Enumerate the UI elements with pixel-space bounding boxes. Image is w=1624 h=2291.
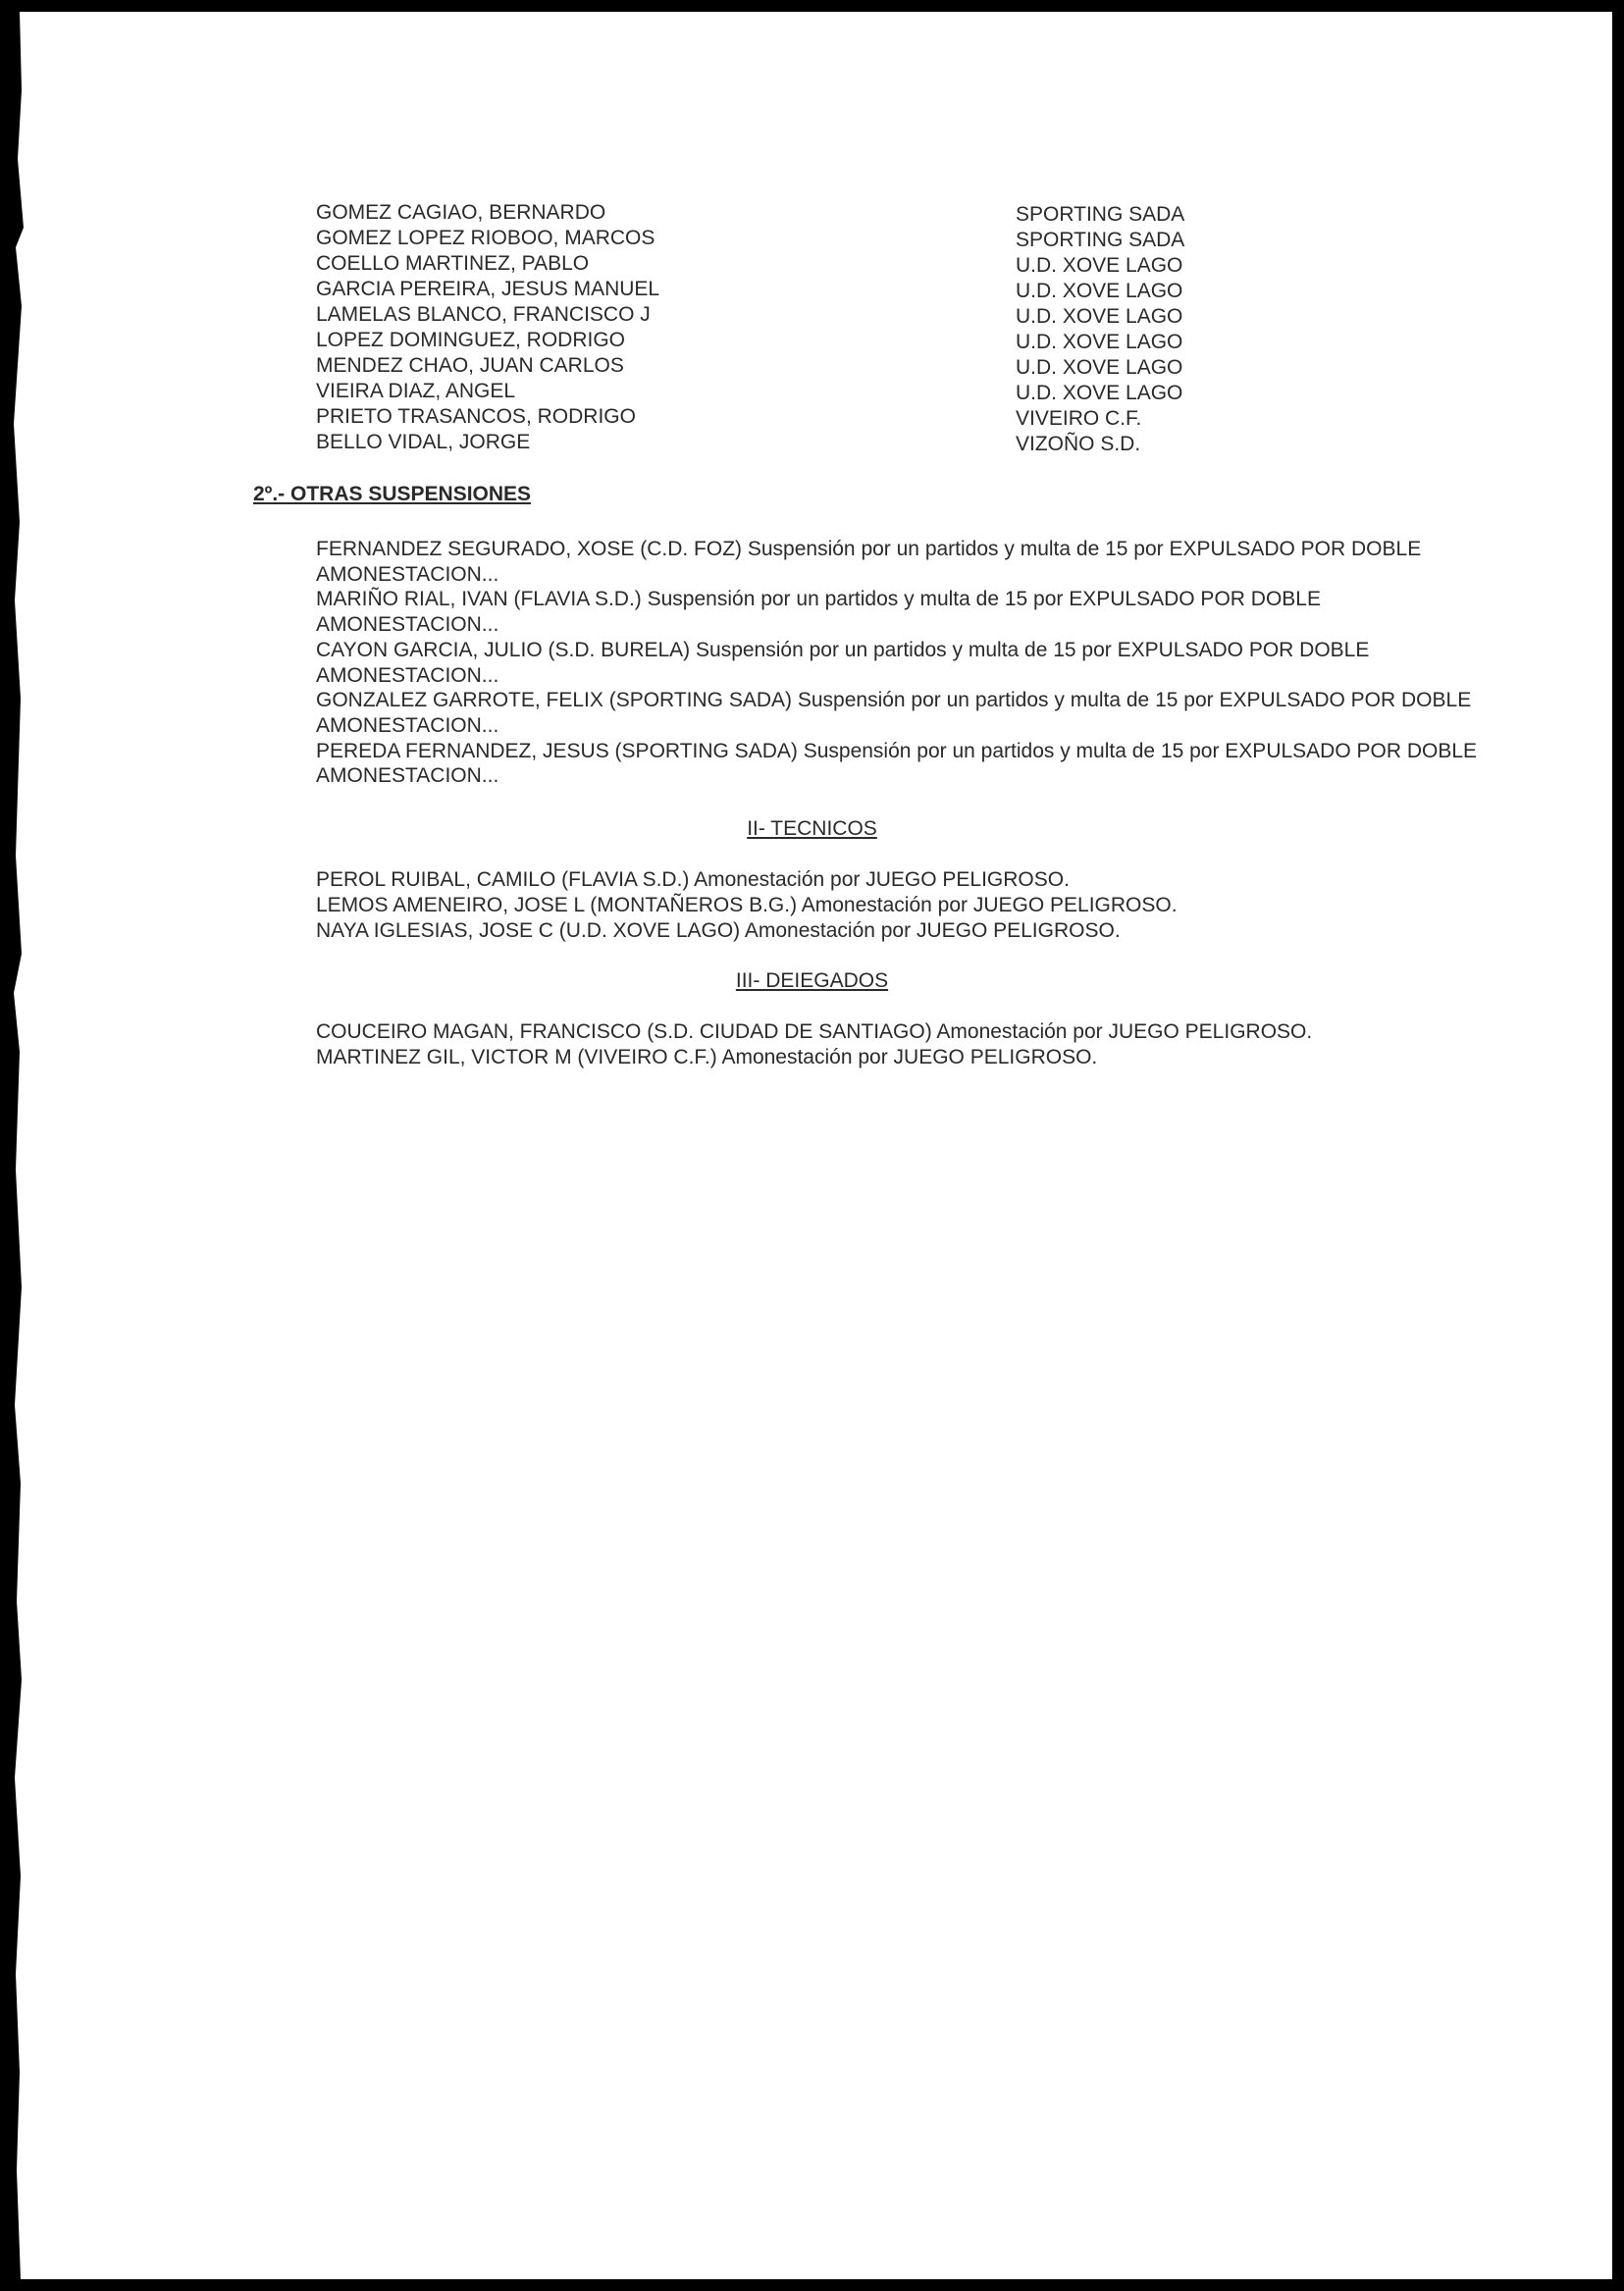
suspension-item: MARIÑO RIAL, IVAN (FLAVIA S.D.) Suspensión por un partidos y multa de 15 por EXPULSADO POR DOBLE AMONESTACION... bbox=[316, 588, 1321, 637]
suspension-item: PEREDA FERNANDEZ, JESUS (SPORTING SADA) Suspensión por un partidos y multa de 15 por EXPULSADO POR DOBLE AMONESTACION... bbox=[316, 739, 1478, 788]
section-title-delegados: III- DEIEGADOS bbox=[735, 969, 889, 992]
suspension-list bbox=[316, 537, 1503, 789]
player-club: U.D. XOVE LAGO bbox=[1016, 305, 1183, 328]
player-row bbox=[316, 430, 1592, 455]
player-club: VIVEIRO C.F. bbox=[1016, 407, 1142, 430]
section-title-tecnicos: II- TECNICOS bbox=[747, 817, 877, 840]
suspension-item: FERNANDEZ SEGURADO, XOSE (C.D. FOZ) Suspensión por un partidos y multa de 15 por EXPULSADO POR DOBLE AMONESTACION... bbox=[316, 538, 1422, 586]
player-row bbox=[316, 277, 1592, 302]
player-row bbox=[316, 251, 1592, 277]
tecnico-item: NAYA IGLESIAS, JOSE C (U.D. XOVE LAGO) Amonestación por JUEGO PELIGROSO. bbox=[316, 919, 1121, 942]
tecnico-item: PEROL RUIBAL, CAMILO (FLAVIA S.D.) Amonestación por JUEGO PELIGROSO. bbox=[316, 868, 1070, 891]
tecnicos-list bbox=[316, 867, 1178, 944]
player-row bbox=[316, 200, 1592, 226]
delegado-item: COUCEIRO MAGAN, FRANCISCO (S.D. CIUDAD DE SANTIAGO) Amonestación por JUEGO PELIGROSO. bbox=[316, 1020, 1313, 1043]
player-row bbox=[316, 328, 1592, 353]
player-club: U.D. XOVE LAGO bbox=[1016, 382, 1183, 404]
player-name: VIEIRA DIAZ, ANGEL bbox=[316, 380, 516, 402]
player-row bbox=[316, 353, 1592, 379]
player-name: GARCIA PEREIRA, JESUS MANUEL bbox=[316, 278, 660, 300]
player-name: BELLO VIDAL, JORGE bbox=[316, 431, 531, 453]
document-page bbox=[12, 12, 1612, 2279]
player-row bbox=[316, 379, 1592, 404]
section-title-otras-suspensiones: 2º.- OTRAS SUSPENSIONES bbox=[253, 483, 532, 505]
torn-paper-edge bbox=[12, 12, 71, 2279]
delegados-list bbox=[316, 1019, 1312, 1070]
player-club: U.D. XOVE LAGO bbox=[1016, 331, 1183, 353]
player-name: COELLO MARTINEZ, PABLO bbox=[316, 252, 590, 275]
player-club: U.D. XOVE LAGO bbox=[1016, 356, 1183, 379]
player-club: U.D. XOVE LAGO bbox=[1016, 280, 1183, 302]
player-club: SPORTING SADA bbox=[1016, 229, 1185, 251]
player-club: U.D. XOVE LAGO bbox=[1016, 254, 1183, 277]
player-row bbox=[316, 302, 1592, 328]
player-name: GOMEZ CAGIAO, BERNARDO bbox=[316, 201, 606, 224]
player-name: LOPEZ DOMINGUEZ, RODRIGO bbox=[316, 329, 626, 351]
player-row bbox=[316, 226, 1592, 251]
player-name: PRIETO TRASANCOS, RODRIGO bbox=[316, 405, 636, 428]
player-club-list bbox=[316, 200, 1592, 455]
delegado-item: MARTINEZ GIL, VICTOR M (VIVEIRO C.F.) Amonestación por JUEGO PELIGROSO. bbox=[316, 1046, 1098, 1068]
player-row bbox=[316, 404, 1592, 430]
suspension-item: CAYON GARCIA, JULIO (S.D. BURELA) Suspensión por un partidos y multa de 15 por EXPULSADO POR DOBLE AMONESTACION... bbox=[316, 638, 1370, 687]
player-club: VIZOÑO S.D. bbox=[1016, 433, 1141, 455]
player-name: LAMELAS BLANCO, FRANCISCO J bbox=[316, 303, 651, 326]
player-name: GOMEZ LOPEZ RIOBOO, MARCOS bbox=[316, 227, 655, 249]
player-club: SPORTING SADA bbox=[1016, 203, 1185, 226]
suspension-item: GONZALEZ GARROTE, FELIX (SPORTING SADA) Suspensión por un partidos y multa de 15 por EXPULSADO POR DOBLE AMONESTACION... bbox=[316, 689, 1472, 737]
tecnico-item: LEMOS AMENEIRO, JOSE L (MONTAÑEROS B.G.) Amonestación por JUEGO PELIGROSO. bbox=[316, 894, 1178, 916]
player-name: MENDEZ CHAO, JUAN CARLOS bbox=[316, 354, 624, 377]
